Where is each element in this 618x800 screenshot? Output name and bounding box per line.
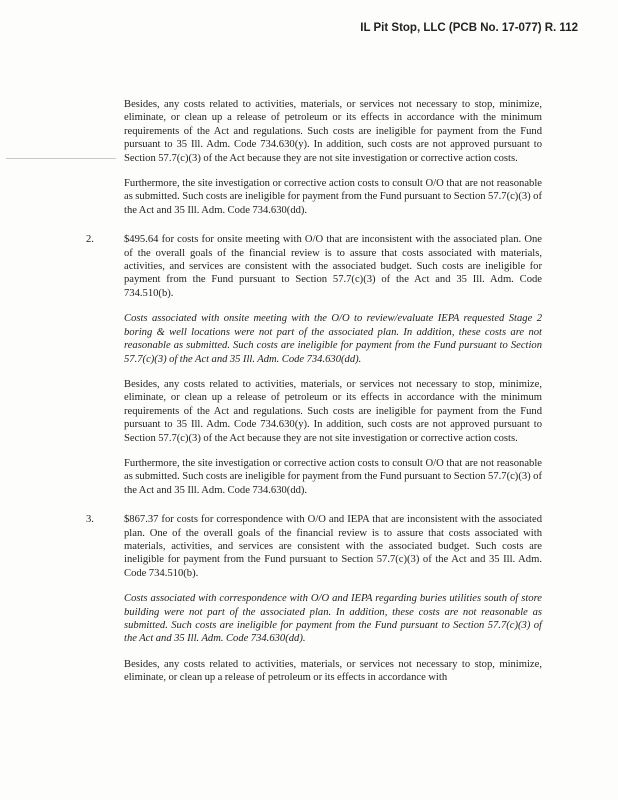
margin-rule (6, 158, 116, 159)
intro-besides-paragraph: Besides, any costs related to activities, materials, or services not necessary to stop, minimize, eliminate, or clean up a release of petroleum or its effects in accordance with the minimum requirements of the Act and regulations. Such costs are ineligible for payment from the Fund pursuant to 35 Ill. Adm. Code 734.630(y). In addition, such costs are not approved pursuant to Section 57.7(c)(3) of the Act because they are not site investigation or corrective action costs. (124, 99, 542, 164)
item-main-paragraph: $495.64 for costs for onsite meeting with O/O that are inconsistent with the associated plan. One of the overall goals of the financial review is to assure that costs associated with materials, activities, and services are consistent with the associated budget. Such costs are ineligible for payment from the Fund pursuant to Section 57.7(c)(3) of the Act and 35 Ill. Adm. Code 734.510(b). (124, 234, 542, 299)
page-header: IL Pit Stop, LLC (PCB No. 17-077) R. 112 (360, 22, 578, 34)
document-body (86, 98, 542, 697)
item-italic-paragraph: Costs associated with onsite meeting with the O/O to review/evaluate IEPA requested Stage 2 boring & well locations were not part of the associated plan. In addition, these costs are not reasonable as submitted. Such costs are ineligible for payment from the Fund pursuant to Section 57.7(c)(3) of the Act and 35 Ill. Adm. Code 734.630(dd). (124, 313, 542, 365)
item-number: 2. (86, 234, 94, 246)
item-3 (86, 513, 542, 684)
item-italic-paragraph: Costs associated with correspondence with O/O and IEPA regarding buries utilities south of store building were not part of the associated plan. In addition, these costs are not reasonable as submitted. Such costs are ineligible for payment from the Fund pursuant to Section 57.7(c)(3) of the Act and 35 Ill. Adm. Code 734.630(dd). (124, 593, 542, 645)
item-main-paragraph: $867.37 for costs for correspondence with O/O and IEPA that are inconsistent with the associated plan. One of the overall goals of the financial review is to assure that costs associated with materials, activities, and services are consistent with the associated budget. Such costs are ineligible for payment from the Fund pursuant to Section 57.7(c)(3) of the Act and 35 Ill. Adm. Code 734.510(b). (124, 514, 542, 579)
item-besides-paragraph: Besides, any costs related to activities, materials, or services not necessary to stop, minimize, eliminate, or clean up a release of petroleum or its effects in accordance with (124, 658, 542, 684)
item-2 (86, 233, 542, 497)
item-number: 3. (86, 514, 94, 526)
intro-furthermore-paragraph: Furthermore, the site investigation or corrective action costs to consult O/O that are not reasonable as submitted. Such costs are ineligible for payment from the Fund pursuant to Section 57.7(c)(3) of the Act and 35 Ill. Adm. Code 734.630(dd). (124, 178, 542, 216)
item-furthermore-paragraph: Furthermore, the site investigation or corrective action costs to consult O/O that are not reasonable as submitted. Such costs are ineligible for payment from the Fund pursuant to Section 57.7(c)(3) of the Act and 35 Ill. Adm. Code 734.630(dd). (124, 457, 542, 496)
item-besides-paragraph: Besides, any costs related to activities, materials, or services not necessary to stop, minimize, eliminate, or clean up a release of petroleum or its effects in accordance with the minimum requirements of the Act and regulations. Such costs are ineligible for payment from the Fund pursuant to 35 Ill. Adm. Code 734.630(y). In addition, such costs are not approved pursuant to Section 57.7(c)(3) of the Act because they are not site investigation or corrective action costs. (124, 378, 542, 444)
